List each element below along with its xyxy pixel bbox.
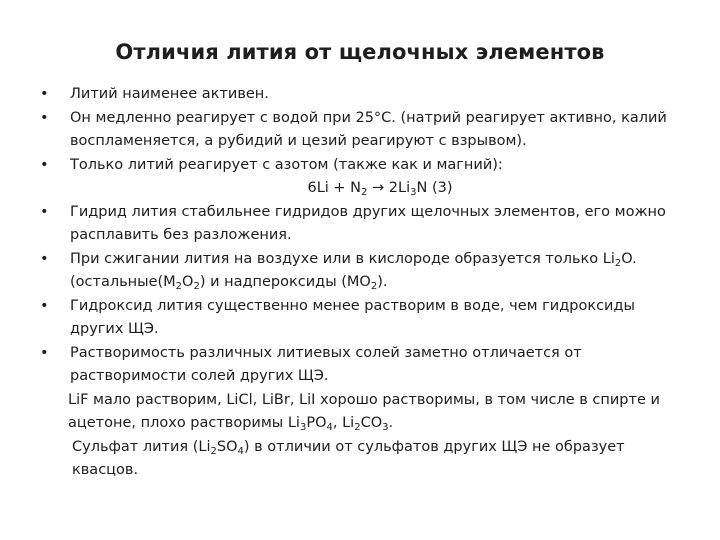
item-line: Литий наименее активен. [70,86,269,102]
reaction-formula: $6Li + N_2 \to 2Li_3N$ (3) [307,180,453,198]
solubility-note [40,389,690,436]
item-line: Гидроксид лития существенно менее растворим в воде, чем гидроксиды [70,297,635,314]
item-line: других ЩЭ. [70,321,159,337]
list-item [40,83,690,107]
item-line: расплавить без разложения. [70,227,292,243]
slide-title: Отличия лития от щелочных элементов [115,40,605,64]
item-line: растворимости солей других ЩЭ. [70,368,329,384]
bullet: • [40,344,49,361]
bullet: • [40,297,49,314]
bullet: • [40,156,49,173]
list-item [40,248,690,295]
note-line: LiF мало растворим, LiCl, LiBr, LiI хорошо растворимы, в том числе в спирте и [68,391,660,408]
list-item [40,154,690,178]
list-item [40,342,690,389]
bullet: • [40,250,49,267]
slide-content [40,83,690,483]
item-line: ($остальные(M_2O_2)$ и надпероксиды $(MO_2)$. [70,274,388,292]
item-line: Только литий реагирует с азотом (также как и магний): [70,156,503,173]
list-item [40,295,690,342]
item-line: Растворимость различных литиевых солей заметно отличается от [70,344,582,361]
bullet: • [40,109,49,126]
bullet: • [40,86,49,102]
item-line: воспламеняется, а рубидий и цезий реагируют с взрывом). [70,133,527,149]
list-item [40,201,690,248]
sulfate-note: Сульфат лития $(Li_2SO_4)$ в отличии от сульфатов других ЩЭ не образует квасцов. [72,438,625,478]
item-line: Он медленно реагирует с водой при 25°С. (натрий реагирует активно, калий [70,109,667,126]
bullet: • [40,203,49,220]
item-line: Гидрид лития стабильнее гидридов других щелочных элементов, его можно [70,203,666,220]
list-item [40,107,690,154]
note-line: ацетоне, плохо растворимы $Li_3PO_4$, $Li_2CO_3$. [68,415,394,433]
item-line: При сжигании лития на воздухе или в кислороде образуется только $Li_2O$. [70,250,637,269]
